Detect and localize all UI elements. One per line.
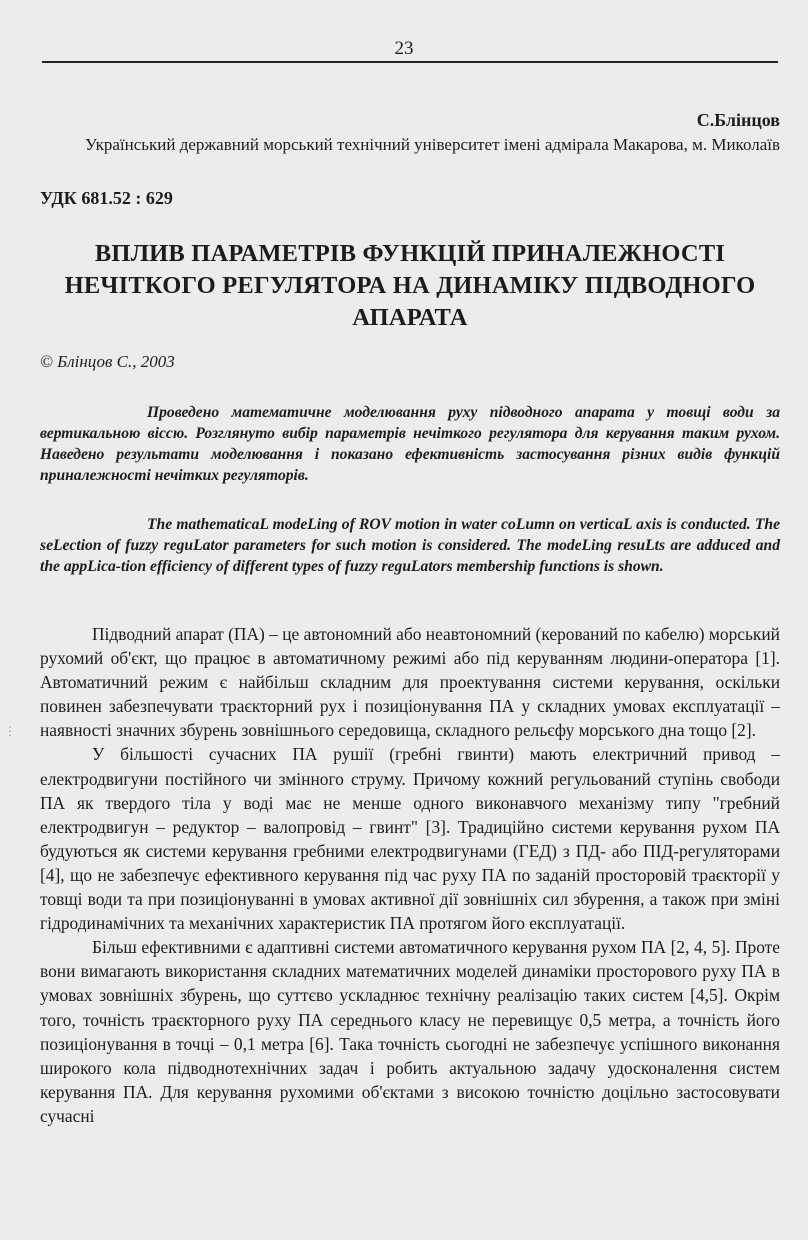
- author-affiliation: Український державний морський технічний університет імені адмірала Макарова, м. Миколаїв: [85, 135, 780, 154]
- article-title: ВПЛИВ ПАРАМЕТРІВ ФУНКЦІЙ ПРИНАЛЕЖНОСТІ НЕЧІТКОГО РЕГУЛЯТОРА НА ДИНАМІКУ ПІДВОДНОГО АПАРАТА: [64, 240, 756, 331]
- abstract-english: The mathematicaL modeLing of ROV motion in water coLumn on verticaL axis is conducted. The seLection of fuzzy reguLator parameters for such motion is considered. The modeLing resuLts are adduced and the appLica-tion efficiency of different types of fuzzy reguLators membership functions is shown.: [40, 516, 780, 575]
- body-paragraph: У більшості сучасних ПА рушії (гребні гвинти) мають електричний привод – електродвигуни постійного чи змінного струму. Причому кожний регульований ступінь свободи ПА як твердого тіла у воді має не менше одного виконавчого механізму типу "гребний електродвигун – редуктор – валопровід – гвинт" [3]. Традиційно системи керування рухом ПА будуються як системи керування гребними електродвигунами (ГЕД) з ПД- або ПІД-регуляторами [4], що не забезпечує ефективного керування під час руху ПА по заданій просторовій траєкторії у товщі води та при позиціонуванні в умовах активної дії зовнішніх сил збурення, а також при зміні гідродинамічних та механічних характеристик ПА протягом його експлуатації.: [40, 744, 780, 934]
- body-paragraph: Підводний апарат (ПА) – це автономний або неавтономний (керований по кабелю) морський рухомий об'єкт, що працює в автоматичному режимі або під керуванням людини-оператора [1]. Автоматичний режим є найбільш складним для проектування системи керування, оскільки повинен забезпечувати траєкторний рух і позиціонування ПА у складних умовах експлуатації – наявності значних збурень зовнішнього середовища, складного рельєфу морського дна тощо [2].: [40, 624, 780, 741]
- body-paragraph: Більш ефективними є адаптивні системи автоматичного керування рухом ПА [2, 4, 5]. Проте вони вимагають використання складних математичних моделей динаміки просторового руху ПА в умовах зовнішніх збурень, що суттєво ускладнює технічну реалізацію таких систем [4,5]. Окрім того, точність траєкторного руху ПА середнього класу не перевищує 0,5 метра, а точність його позиціонування в точці – 0,1 метра [6]. Така точність сьогодні не забезпечує успішного виконання широкого кола підводнотехнічних задач і робить актуальною задачу удосконалення систем керування ПА. Для керування рухомими об'єктами з високою точністю доцільно застосовувати сучасні: [40, 937, 780, 1126]
- header-rule: [42, 61, 778, 63]
- article-body: [40, 622, 780, 1128]
- abstract-ukrainian: Проведено математичне моделювання руху підводного апарата у товщі води за вертикальною віссю. Розглянуто вибір параметрів нечіткого регулятора для керування таким рухом. Наведено результати моделювання і показано ефективність застосування різних видів функцій приналежності нечітких регуляторів.: [40, 404, 780, 484]
- page-number: 23: [394, 38, 414, 59]
- author-name: С.Блінцов: [696, 110, 780, 130]
- copyright: © Блінцов С., 2003: [40, 352, 175, 371]
- scan-edge-mark: ⋮: [4, 724, 16, 738]
- udc-code: УДК 681.52 : 629: [40, 188, 173, 208]
